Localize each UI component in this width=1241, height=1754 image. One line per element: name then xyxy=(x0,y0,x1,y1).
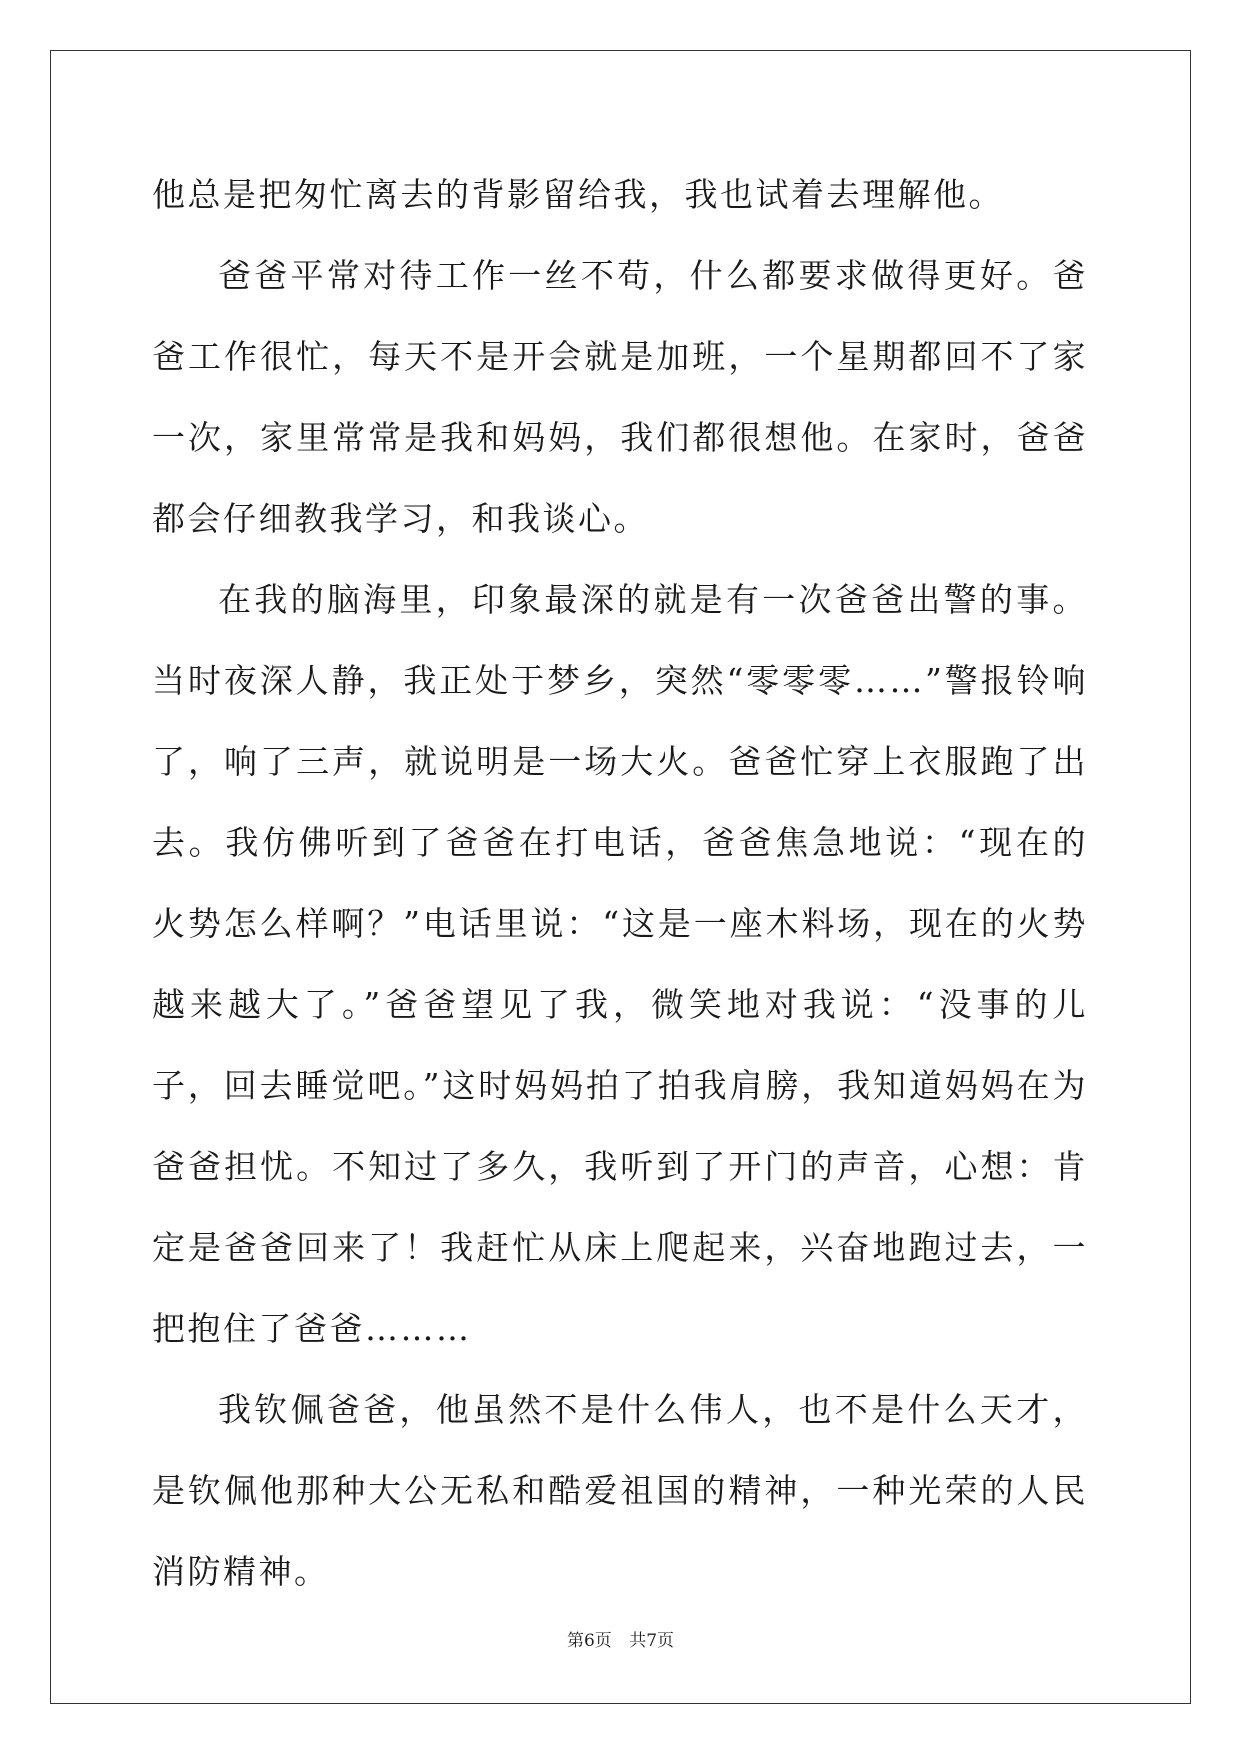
page-number-current: 第6页 xyxy=(566,1631,612,1651)
paragraph-3: 在我的脑海里，印象最深的就是有一次爸爸出警的事。当时夜深人静，我正处于梦乡，突然“零零零……”警报铃响了，响了三声，就说明是一场大火。爸爸忙穿上衣服跑了出去。我仿佛听到了爸爸在打电话，爸爸焦急地说：“现在的火势怎么样啊？”电话里说：“这是一座木料场，现在的火势越来越大了。”爸爸望见了我，微笑地对我说：“没事的儿子，回去睡觉吧。”这时妈妈拍了拍我肩膀，我知道妈妈在为爸爸担忧。不知过了多久，我听到了开门的声音，心想：肯定是爸爸回来了！我赶忙从床上爬起来，兴奋地跑过去，一把抱住了爸爸……… xyxy=(152,580,1088,1348)
document-body xyxy=(152,154,1088,1612)
paragraph-4: 我钦佩爸爸，他虽然不是什么伟人，也不是什么天才，是钦佩他那种大公无私和酷爱祖国的精神，一种光荣的人民消防精神。 xyxy=(152,1390,1088,1591)
page-number-total: 共7页 xyxy=(629,1631,675,1651)
paragraph-1: 他总是把匆忙离去的背影留给我，我也试着去理解他。 xyxy=(152,175,1004,214)
paragraph-2: 爸爸平常对待工作一丝不苟，什么都要求做得更好。爸爸工作很忙，每天不是开会就是加班，一个星期都回不了家一次，家里常常是我和妈妈，我们都很想他。在家时，爸爸都会仔细教我学习，和我谈心。 xyxy=(152,256,1088,538)
page-footer xyxy=(0,1626,1241,1651)
